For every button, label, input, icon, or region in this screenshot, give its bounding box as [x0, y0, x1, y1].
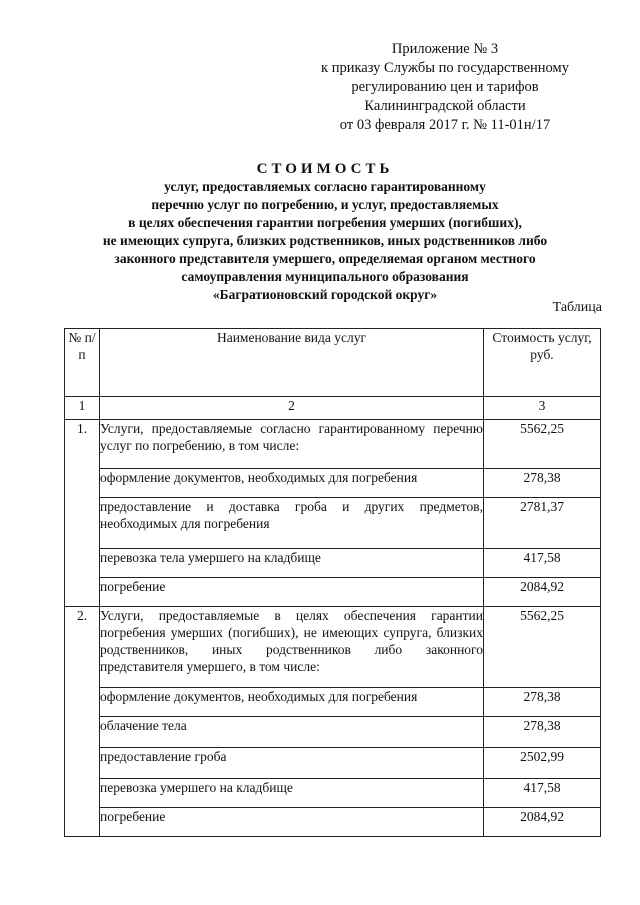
table-row [65, 808, 601, 837]
table-row [65, 688, 601, 717]
appendix-line: Приложение № 3 [391, 41, 499, 57]
item-name: перевозка тела умершего на кладбище [100, 549, 484, 578]
appendix-line: к приказу Службы по государственному [321, 60, 569, 76]
item-cost: 2084,92 [484, 578, 601, 607]
services-cost-table [64, 328, 601, 837]
table-row [65, 607, 601, 688]
header-num: № п/п [65, 329, 100, 397]
header-name: Наименование вида услуг [100, 329, 484, 397]
item-cost: 2781,37 [484, 498, 601, 549]
item-name: предоставление гроба [100, 748, 484, 779]
table-row [65, 549, 601, 578]
item-cost: 417,58 [484, 779, 601, 808]
index-cell: 3 [484, 397, 601, 420]
item-cost: 2084,92 [484, 808, 601, 837]
document-title-block [60, 160, 590, 304]
table-row [65, 578, 601, 607]
subtitle-line: услуг, предоставляемых согласно гарантированному [164, 179, 486, 194]
document-subtitle [60, 178, 590, 304]
subtitle-line: «Багратионовский городской округ» [212, 287, 438, 302]
appendix-line: регулированию цен и тарифов [351, 79, 539, 95]
section-name: Услуги, предоставляемые в целях обеспечения гарантии погребения умерших (погибших), не имеющих супруга, близких родственников, иных родственников либо законного представителя умершего, в том числе: [100, 607, 484, 688]
item-cost: 417,58 [484, 549, 601, 578]
section-cost: 5562,25 [484, 420, 601, 469]
item-cost: 278,38 [484, 688, 601, 717]
subtitle-line: законного представителя умершего, определяемая органом местного [114, 251, 536, 266]
appendix-line: от 03 февраля 2017 г. № 11-01н/17 [339, 117, 551, 133]
header-cost: Стоимость услуг, руб. [484, 329, 601, 397]
table-row [65, 717, 601, 748]
item-cost: 278,38 [484, 717, 601, 748]
item-name: оформление документов, необходимых для погребения [100, 469, 484, 498]
appendix-reference [300, 40, 590, 135]
document-heading: СТОИМОСТЬ [256, 161, 394, 177]
section-number: 1. [65, 420, 100, 607]
table-index-row [65, 397, 601, 420]
table-row [65, 779, 601, 808]
table-row [65, 420, 601, 469]
subtitle-line: самоуправления муниципального образования [181, 269, 469, 284]
subtitle-line: перечню услуг по погребению, и услуг, предоставляемых [151, 197, 499, 212]
table-row [65, 498, 601, 549]
table-caption: Таблица [552, 300, 602, 315]
section-name: Услуги, предоставляемые согласно гарантированному перечню услуг по погребению, в том числе: [100, 420, 484, 469]
item-name: погребение [100, 808, 484, 837]
subtitle-line: в целях обеспечения гарантии погребения умерших (погибших), [128, 215, 522, 230]
appendix-line: Калининградской области [364, 98, 526, 114]
subtitle-line: не имеющих супруга, близких родственников, иных родственников либо [102, 233, 548, 248]
item-name: оформление документов, необходимых для погребения [100, 688, 484, 717]
item-name: погребение [100, 578, 484, 607]
table-header-row [65, 329, 601, 397]
item-name: перевозка умершего на кладбище [100, 779, 484, 808]
item-name: облачение тела [100, 717, 484, 748]
item-cost: 2502,99 [484, 748, 601, 779]
item-cost: 278,38 [484, 469, 601, 498]
index-cell: 1 [65, 397, 100, 420]
section-number: 2. [65, 607, 100, 837]
section-cost: 5562,25 [484, 607, 601, 688]
table-row [65, 748, 601, 779]
table-row [65, 469, 601, 498]
index-cell: 2 [100, 397, 484, 420]
item-name: предоставление и доставка гроба и других предметов, необходимых для погребения [100, 498, 484, 549]
